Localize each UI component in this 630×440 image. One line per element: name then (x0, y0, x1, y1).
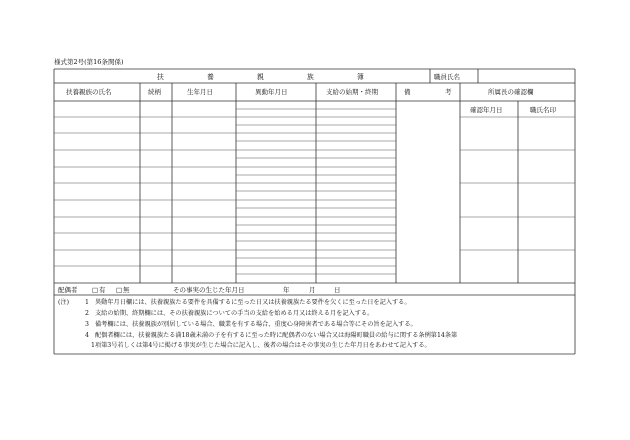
spouse-row (58, 285, 341, 294)
header-birth: 生年月日 (187, 88, 213, 96)
note-number: 1 (85, 299, 89, 306)
register-title (157, 72, 364, 81)
checkbox-no-icon[interactable]: □ (116, 286, 123, 294)
note-text: 異動年月日欄には、扶養親族たる要件を具備するに至った日又は扶養親族たる要件を欠くに至った日を記入する。 (95, 299, 411, 306)
header-remarks: 備 (404, 88, 411, 96)
notes-section (58, 298, 457, 349)
header-change: 異動年月日 (255, 88, 288, 96)
form-number-label: 様式第2号(第16条関係) (54, 58, 124, 66)
note-number: 3 (85, 321, 89, 328)
title-char: 族 (307, 73, 314, 81)
spouse-yes-label: 有 (99, 286, 106, 294)
note-text: 配偶者欄には、扶養親族たる満18歳未満の子を有するに至った時に配偶者のない場合又は海陽町職員の給与に関する条例第14条第 (95, 332, 458, 339)
notes-prefix: (注) (58, 299, 70, 306)
note-text: 備考欄には、扶養親族が別居している場合、職業を有する場合、重度心身障害者である場合等にその旨を記入する。 (95, 321, 417, 328)
title-char: 親 (257, 73, 264, 81)
header-remarks: 考 (445, 88, 452, 96)
column-headers (66, 87, 557, 114)
header-confirm: 所属長の確認欄 (488, 88, 534, 96)
month-label: 月 (309, 286, 316, 294)
title-char: 扶 (157, 73, 164, 81)
spouse-no-label: 無 (123, 286, 130, 294)
confirm-row-lines (460, 150, 575, 250)
note-text-continued: 1項第3号若しくは第4号に掲げる事実が生じた場合に記入し、後者の場合はその事実の生じた年月日をあわせて記入する。 (91, 342, 431, 349)
event-date-label: その事実の生じた年月日 (173, 286, 245, 294)
header-name: 扶養親族の氏名 (66, 88, 112, 96)
header-period: 支給の始期・終期 (326, 88, 378, 96)
employee-name-field[interactable] (479, 70, 574, 82)
day-label: 日 (334, 286, 341, 294)
note-number: 2 (85, 310, 89, 317)
header-confirm-date: 確認年月日 (470, 106, 503, 114)
note-number: 4 (85, 332, 89, 339)
header-confirm-seal: 職氏名印 (530, 106, 556, 114)
note-text: 支給の始期、終期欄には、その扶養親族についての手当の支給を始める月又は終える月を記入する。 (95, 310, 374, 317)
header-relation: 続柄 (148, 88, 161, 96)
title-char: 簿 (357, 73, 364, 81)
main-row-lines (54, 117, 236, 266)
checkbox-yes-icon[interactable]: □ (92, 286, 99, 294)
year-label: 年 (283, 286, 290, 294)
title-char: 養 (207, 73, 214, 81)
spouse-label: 配偶者 (58, 286, 78, 294)
employee-name-label: 職員氏名 (434, 73, 460, 81)
